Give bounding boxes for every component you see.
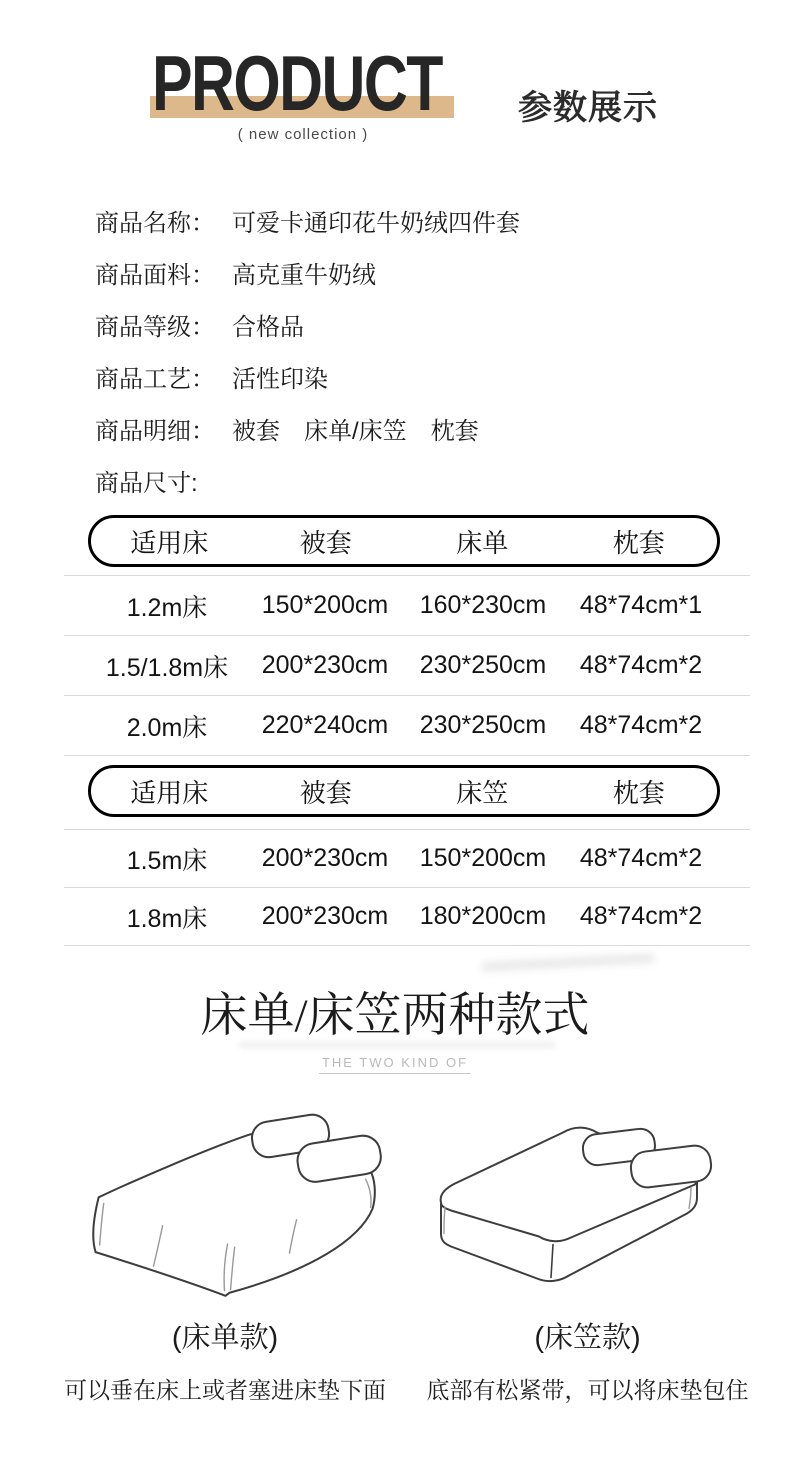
spec-row-size xyxy=(95,454,520,506)
table-cell: 48*74cm*2 xyxy=(579,711,703,739)
title-shadow-smudge xyxy=(240,1042,555,1048)
header-cell: 枕套 xyxy=(612,777,665,808)
params-badge: 参数展示 xyxy=(518,89,658,127)
table-cell: 180*200cm xyxy=(419,902,547,930)
table-cell: 1.8m床 xyxy=(126,904,208,933)
styles-section-title: 床单/床笠两种款式 xyxy=(200,990,590,1042)
table-cell: 48*74cm*2 xyxy=(579,844,703,872)
spec-label: 商品明细： xyxy=(95,417,215,445)
header-cell: 适用床 xyxy=(130,527,209,558)
spec-value: 合格品 xyxy=(232,313,304,341)
table-cell: 1.2m床 xyxy=(126,593,208,622)
spec-row-detail xyxy=(95,402,520,454)
spec-row-grade xyxy=(95,298,520,350)
size-table-header xyxy=(88,765,720,817)
size-table-fitted xyxy=(0,765,790,946)
title-subtitle: ( new collection ) xyxy=(237,126,369,143)
spec-label: 商品名称： xyxy=(95,209,215,237)
spec-list xyxy=(95,194,520,506)
styles-section-subtitle: THE TWO KIND OF xyxy=(319,1055,471,1074)
watermark-smudge xyxy=(482,954,654,972)
table-cell: 200*230cm xyxy=(261,844,389,872)
table-row xyxy=(64,696,750,756)
table-cell: 230*250cm xyxy=(419,651,547,679)
spec-label: 商品面料： xyxy=(95,261,215,289)
size-table-sheet xyxy=(0,515,790,756)
table-cell: 1.5/1.8m床 xyxy=(105,653,229,682)
header-cell: 适用床 xyxy=(130,777,209,808)
spec-value: 活性印染 xyxy=(232,365,328,393)
table-row xyxy=(64,888,750,946)
table-cell: 1.5m床 xyxy=(126,846,208,875)
figure-caption: 可以垂在床上或者塞进床垫下面 xyxy=(64,1377,386,1403)
spec-row-name xyxy=(95,194,520,246)
table-row xyxy=(64,830,750,888)
spec-label: 商品尺寸: xyxy=(95,469,198,497)
page-header xyxy=(0,0,790,180)
table-cell: 2.0m床 xyxy=(126,713,208,742)
table-cell: 150*200cm xyxy=(419,844,547,872)
table-cell: 160*230cm xyxy=(419,591,547,619)
spec-value: 高克重牛奶绒 xyxy=(232,261,376,289)
figure-label: (床单款) xyxy=(171,1322,279,1354)
table-row xyxy=(64,636,750,696)
size-table-body xyxy=(64,575,750,756)
bed-sheet-illustration xyxy=(55,1106,395,1311)
spec-row-craft xyxy=(95,350,520,402)
page-title: PRODUCT xyxy=(152,39,442,127)
header-cell: 被套 xyxy=(299,777,352,808)
figure-sheet-style xyxy=(40,1106,410,1405)
table-cell: 150*200cm xyxy=(261,591,389,619)
spec-value: 被套 床单/床笠 枕套 xyxy=(232,417,479,445)
spec-value: 可爱卡通印花牛奶绒四件套 xyxy=(232,209,520,237)
header-cell: 被套 xyxy=(299,527,352,558)
table-cell: 48*74cm*2 xyxy=(579,651,703,679)
table-cell: 230*250cm xyxy=(419,711,547,739)
spec-row-fabric xyxy=(95,246,520,298)
table-cell: 200*230cm xyxy=(261,902,389,930)
table-cell: 48*74cm*1 xyxy=(579,591,703,619)
fitted-sheet-illustration xyxy=(423,1106,753,1311)
header-cell: 床单 xyxy=(456,527,509,558)
figure-fitted-style xyxy=(405,1106,770,1405)
figure-caption: 底部有松紧带，可以将床垫包住 xyxy=(426,1377,749,1403)
table-cell: 48*74cm*2 xyxy=(579,902,703,930)
styles-section-subtitle-wrap xyxy=(0,1054,790,1074)
spec-label: 商品等级： xyxy=(95,313,215,341)
figure-label: (床笠款) xyxy=(534,1322,641,1354)
table-cell: 220*240cm xyxy=(261,711,389,739)
header-cell: 床笠 xyxy=(456,777,509,808)
spec-label: 商品工艺： xyxy=(95,365,215,393)
size-table-body xyxy=(64,829,750,946)
size-table-header xyxy=(88,515,720,567)
header-cell: 枕套 xyxy=(612,527,665,558)
table-cell: 200*230cm xyxy=(261,651,389,679)
table-row xyxy=(64,576,750,636)
